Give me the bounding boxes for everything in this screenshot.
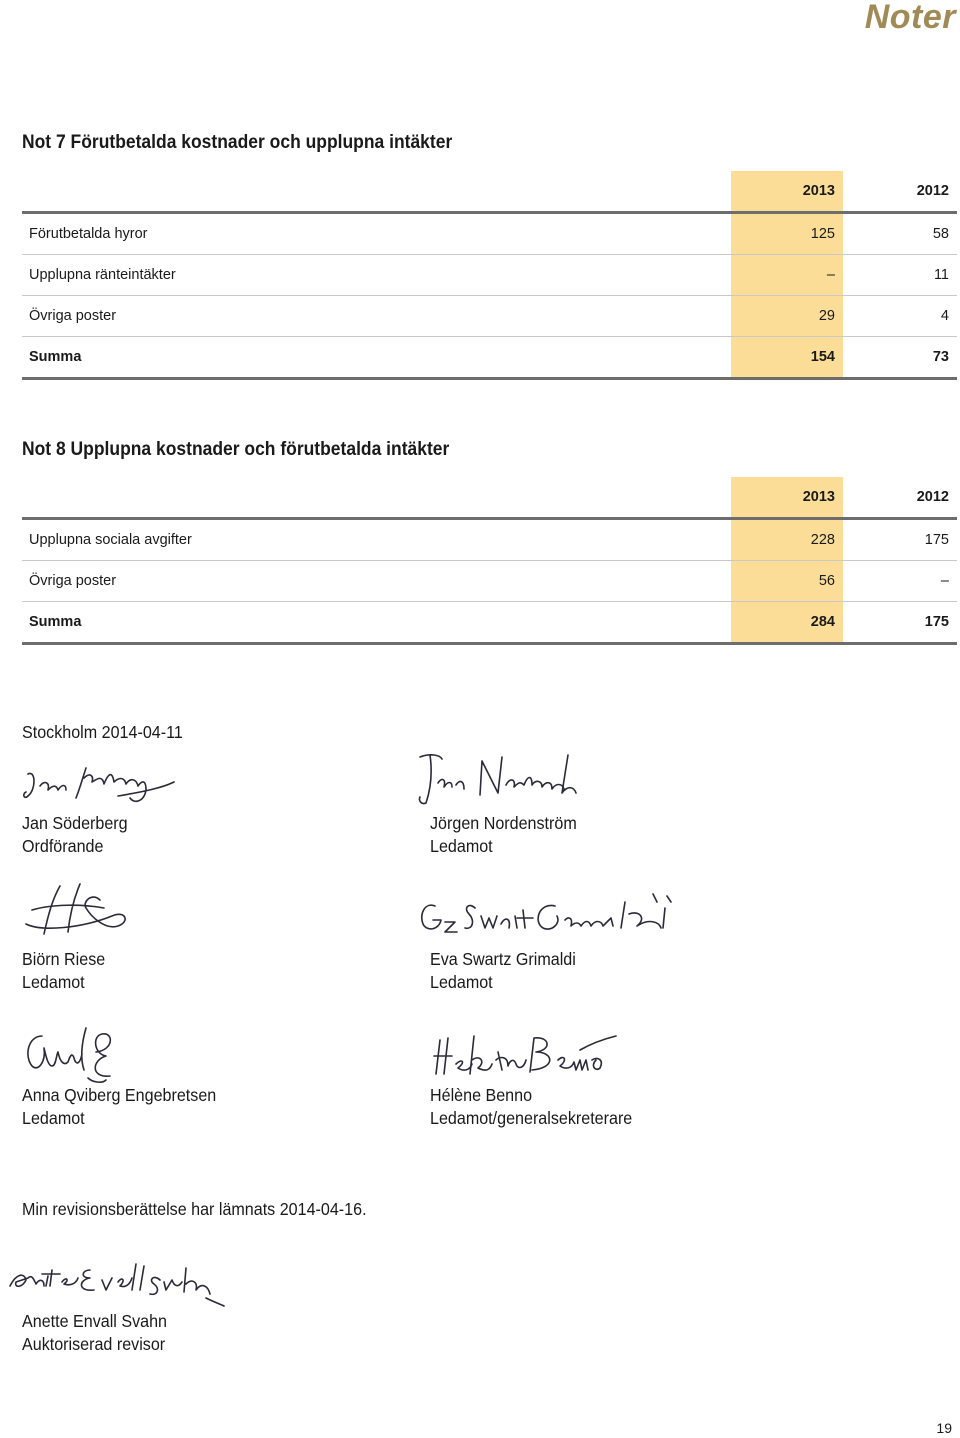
table-header-row [22,171,957,213]
column-2013: 2013 [731,171,843,213]
table-sum-row: Summa 154 73 [22,337,957,379]
signatory-role: Ledamot [22,972,85,992]
table-row: Övriga poster 56 – [22,561,957,602]
signatory-name: Biörn Riese [22,949,106,969]
signatory-name: Jan Söderberg [22,813,128,833]
signatory-name: Jörgen Nordenström [430,813,577,833]
signatory-name: Eva Swartz Grimaldi [430,949,576,969]
table-row: Förutbetalda hyror 125 58 [22,213,957,255]
signatory-name: Anna Qviberg Engebretsen [22,1085,217,1105]
page-number: 19 [936,1420,952,1436]
signature-jan-soderberg [22,760,182,810]
signature-biorn-riese [22,880,132,938]
signatory-role: Ledamot/generalsekreterare [430,1108,633,1128]
table-row: Upplupna ränteintäkter – 11 [22,255,957,296]
place-date: Stockholm 2014-04-11 [22,722,183,742]
signature-jorgen-nordenstrom [412,745,592,807]
note-8-title: Not 8 Upplupna kostnader och förutbetalda intäkter [22,439,450,460]
audit-statement: Min revisionsberättelse har lämnats 2014-04-16. [22,1199,367,1219]
note-8-table [22,477,957,645]
auditor-role: Auktoriserad revisor [22,1334,166,1354]
table-row: Upplupna sociala avgifter 228 175 [22,519,957,561]
table-header-row [22,477,957,519]
column-2012: 2012 [843,477,957,519]
column-2013: 2013 [731,477,843,519]
column-2012: 2012 [843,171,957,213]
section-title: Noter [864,0,956,36]
signature-helene-benno [430,1030,620,1078]
signatory-role: Ledamot [430,836,493,856]
signatory-role: Ledamot [430,972,493,992]
table-sum-row: Summa 284 175 [22,602,957,644]
note-7-table [22,171,957,380]
signature-anette-envall-svahn [6,1258,226,1310]
table-row: Övriga poster 29 4 [22,296,957,337]
signature-anna-qviberg-engebretsen [22,1022,122,1084]
signature-eva-swartz-grimaldi [415,888,685,940]
note-7-title: Not 7 Förutbetalda kostnader och upplupna intäkter [22,132,453,153]
signatory-role: Ledamot [22,1108,85,1128]
signatory-role: Ordförande [22,836,104,856]
auditor-name: Anette Envall Svahn [22,1311,168,1331]
signatory-name: Hélène Benno [430,1085,533,1105]
